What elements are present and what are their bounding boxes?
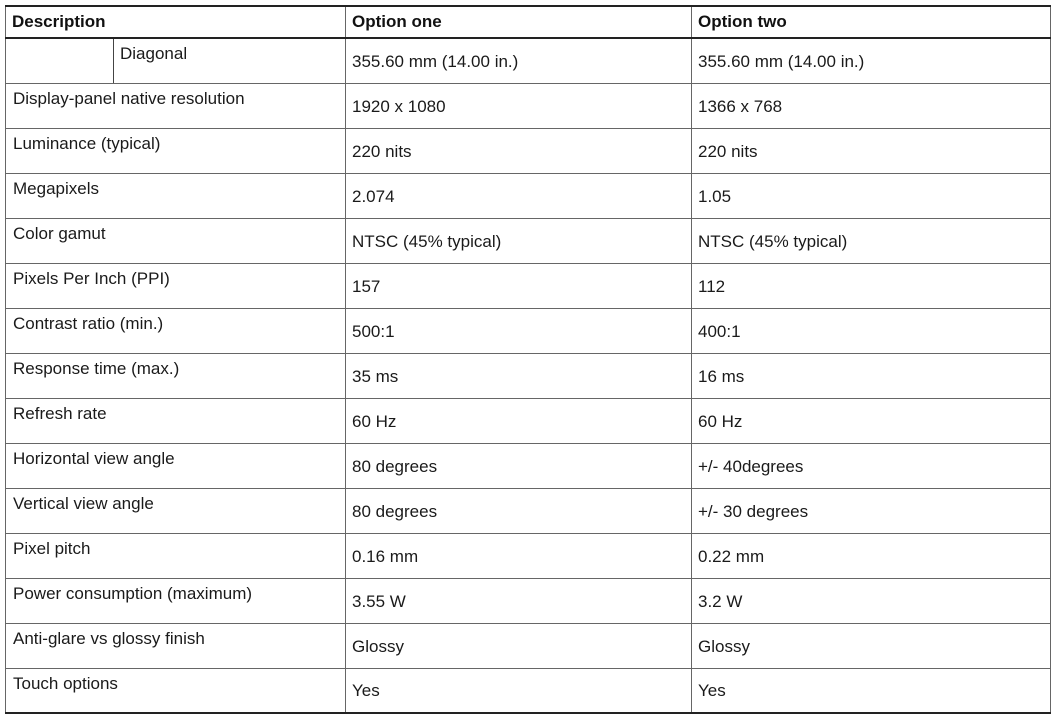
option-one-value: NTSC (45% typical) [346, 218, 692, 263]
option-one-value: 0.16 mm [346, 533, 692, 578]
table-row [6, 533, 1051, 578]
row-label: Touch options [6, 668, 346, 713]
option-two-value: 1.05 [692, 173, 1051, 218]
option-one-value: Yes [346, 668, 692, 713]
option-one-value: 60 Hz [346, 398, 692, 443]
option-two-value: 16 ms [692, 353, 1051, 398]
option-two-value: 3.2 W [692, 578, 1051, 623]
option-one-value: 80 degrees [346, 443, 692, 488]
table-row [6, 308, 1051, 353]
option-one-value: 2.074 [346, 173, 692, 218]
option-two-value: +/- 40degrees [692, 443, 1051, 488]
row-label: Power consumption (maximum) [6, 578, 346, 623]
diagonal-group-cell [6, 38, 114, 83]
header-description: Description [6, 6, 346, 38]
table-row [6, 263, 1051, 308]
table-row [6, 668, 1051, 713]
row-label: Pixel pitch [6, 533, 346, 578]
option-two-value: NTSC (45% typical) [692, 218, 1051, 263]
row-label: Contrast ratio (min.) [6, 308, 346, 353]
table-row [6, 398, 1051, 443]
row-label: Refresh rate [6, 398, 346, 443]
row-label: Display-panel native resolution [6, 83, 346, 128]
row-label: Megapixels [6, 173, 346, 218]
table-row [6, 83, 1051, 128]
header-option-one: Option one [346, 6, 692, 38]
option-one-value: 1920 x 1080 [346, 83, 692, 128]
option-two-value: 60 Hz [692, 398, 1051, 443]
option-one-value: Glossy [346, 623, 692, 668]
row-label: Diagonal [114, 38, 346, 83]
option-two-value: 0.22 mm [692, 533, 1051, 578]
table-row [6, 218, 1051, 263]
row-label: Anti-glare vs glossy finish [6, 623, 346, 668]
row-label: Response time (max.) [6, 353, 346, 398]
table-row [6, 353, 1051, 398]
option-two-value: Yes [692, 668, 1051, 713]
row-label: Pixels Per Inch (PPI) [6, 263, 346, 308]
row-label: Vertical view angle [6, 488, 346, 533]
option-two-value: 1366 x 768 [692, 83, 1051, 128]
table-row [6, 578, 1051, 623]
table-row [6, 128, 1051, 173]
table-row-diagonal [6, 38, 1051, 83]
option-two-value: Glossy [692, 623, 1051, 668]
option-one-value: 500:1 [346, 308, 692, 353]
option-two-value: 400:1 [692, 308, 1051, 353]
option-one-value: 35 ms [346, 353, 692, 398]
row-label: Luminance (typical) [6, 128, 346, 173]
table-row [6, 173, 1051, 218]
option-one-value: 355.60 mm (14.00 in.) [346, 38, 692, 83]
table-row [6, 488, 1051, 533]
table-row [6, 443, 1051, 488]
option-two-value: 355.60 mm (14.00 in.) [692, 38, 1051, 83]
option-one-value: 80 degrees [346, 488, 692, 533]
option-one-value: 220 nits [346, 128, 692, 173]
option-two-value: +/- 30 degrees [692, 488, 1051, 533]
row-label: Color gamut [6, 218, 346, 263]
option-two-value: 220 nits [692, 128, 1051, 173]
display-specifications-table [5, 5, 1051, 714]
option-one-value: 157 [346, 263, 692, 308]
table-row [6, 623, 1051, 668]
option-one-value: 3.55 W [346, 578, 692, 623]
header-option-two: Option two [692, 6, 1051, 38]
table-header-row [6, 6, 1051, 38]
row-label: Horizontal view angle [6, 443, 346, 488]
option-two-value: 112 [692, 263, 1051, 308]
